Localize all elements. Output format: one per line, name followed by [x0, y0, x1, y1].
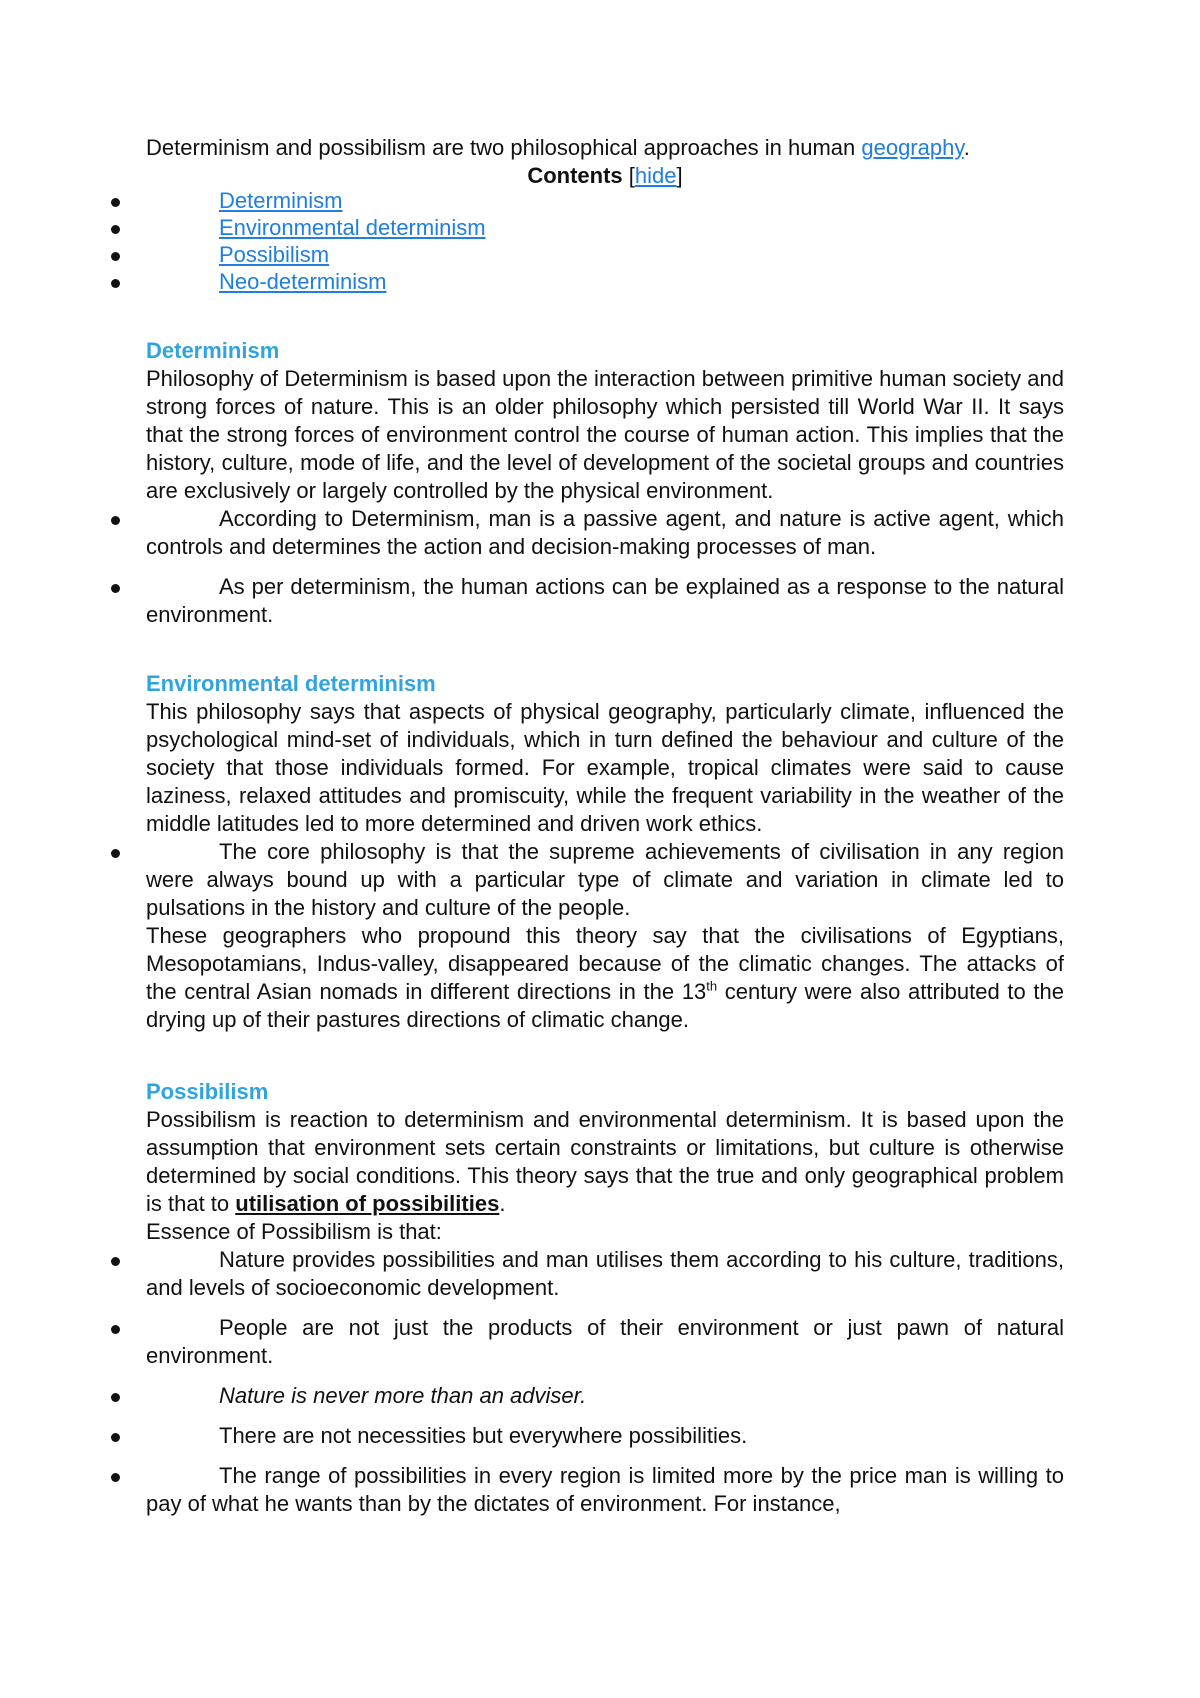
determinism-paragraph: Philosophy of Determinism is based upon the interaction between primitive human society and strong forces of nature. This is an older philosophy which persisted till World War II. It says that the strong forces of environment control the course of human action. This implies that the history, culture, mode of life, and the level of development of the societal groups and countries are exclusively or largely controlled by the physical environment. [146, 366, 1064, 503]
intro-text: Determinism and possibilism are two philosophical approaches in human [146, 135, 862, 160]
possibilism-bullet-4: There are not necessities but everywhere possibilities. [146, 1422, 1064, 1450]
contents-hide-link[interactable]: hide [634, 163, 677, 188]
toc-link-environmental-determinism[interactable]: Environmental determinism [219, 215, 486, 240]
toc-link-determinism[interactable]: Determinism [219, 188, 343, 213]
toc-link-neo-determinism[interactable]: Neo-determinism [219, 269, 387, 294]
geography-link[interactable]: geography [861, 135, 964, 160]
intro-end: . [963, 135, 970, 160]
possibilism-essence: Essence of Possibilism is that: [146, 1219, 442, 1244]
contents-list [146, 187, 1064, 295]
contents-bracket-open: [ [628, 163, 635, 188]
possibilism-section [146, 1078, 1064, 1518]
possibilism-paragraph [146, 1106, 1064, 1218]
determinism-bullet-1: According to Determinism, man is a passive agent, and nature is active agent, which controls and determines the action and decision-making processes of man. [146, 506, 1064, 559]
possibilism-bullet-2: People are not just the products of their environment or just pawn of natural environment. [146, 1315, 1064, 1368]
toc-item-environmental-determinism [146, 214, 1064, 241]
toc-item-possibilism [146, 241, 1064, 268]
intro-paragraph [146, 134, 970, 162]
environmental-para2-b: century were also attributed to the drying up of their pastures directions of climatic change. [146, 979, 1064, 1032]
environmental-para2-sup: th [706, 978, 718, 994]
contents-title: Contents [527, 163, 623, 188]
possibilism-para-end: . [499, 1191, 506, 1216]
environmental-paragraph: This philosophy says that aspects of physical geography, particularly climate, influenced the psychological mind-set of individuals, which in turn defined the behaviour and culture of the society that those individuals formed. For example, tropical climates were said to cause laziness, relaxed attitudes and promiscuity, while the frequent variability in the weather of the middle latitudes led to more determined and driven work ethics. [146, 699, 1064, 836]
environmental-section [146, 670, 1064, 1034]
environmental-para2-a: These geographers who propound this theory say that the civilisations of Egyptians, Mesopotamians, Indus-valley, disappeared because of the climatic changes. The attacks of the central Asian nomads in different directions in the 13 [146, 923, 1064, 1004]
environmental-bullet: The core philosophy is that the supreme achievements of civilisation in any region were always bound up with a particular type of climate and variation in climate led to pulsations in the history and culture of the people. [146, 839, 1064, 920]
contents-bracket-close: ] [676, 163, 683, 188]
possibilism-bullet-3: Nature is never more than an adviser. [146, 1382, 1064, 1410]
determinism-heading: Determinism [146, 338, 280, 363]
toc-item-determinism [146, 187, 1064, 214]
possibilism-bullet-5: The range of possibilities in every region is limited more by the price man is willing to pay of what he wants than by the dictates of environment. For instance, [146, 1463, 1064, 1516]
toc-item-neo-determinism [146, 268, 1064, 295]
possibilism-heading: Possibilism [146, 1079, 269, 1104]
determinism-bullet-2: As per determinism, the human actions can be explained as a response to the natural environment. [146, 574, 1064, 627]
environmental-paragraph-2 [146, 922, 1064, 1034]
possibilism-para-a: Possibilism is reaction to determinism and environmental determinism. It is based upon the assumption that environment sets certain constraints or limitations, but culture is otherwise determined by social conditions. This theory says that the true and only geographical problem is that to [146, 1107, 1064, 1216]
contents-header [146, 162, 1064, 190]
possibilism-bullet-1: Nature provides possibilities and man utilises them according to his culture, traditions, and levels of socioeconomic development. [146, 1247, 1064, 1300]
environmental-heading: Environmental determinism [146, 671, 436, 696]
determinism-section [146, 337, 1064, 629]
toc-link-possibilism[interactable]: Possibilism [219, 242, 330, 267]
possibilism-para-bold: utilisation of possibilities [235, 1191, 500, 1216]
